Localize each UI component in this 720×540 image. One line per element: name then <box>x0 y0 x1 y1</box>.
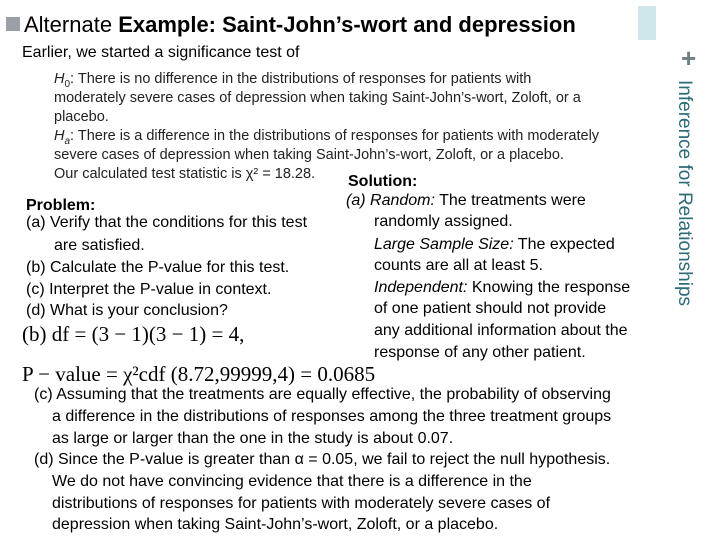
solution-a-label: (a) <box>346 192 366 209</box>
random-text: randomly assigned. <box>374 213 513 230</box>
conclusion-d-line: distributions of responses for patients with moderately severe cases of <box>52 495 551 512</box>
conclusion-d-line: (d) Since the P-value is greater than α = 0.05, we fail to reject the null hypothesis. <box>34 451 611 468</box>
test-statistic-line: Our calculated test statistic is χ² = 18.28. <box>54 166 316 182</box>
problem-a-line: are satisfied. <box>54 237 145 254</box>
intro-text: Earlier, we started a significance test of <box>22 44 300 61</box>
vertical-chapter-title: Inference for Relationships <box>674 80 695 307</box>
h0-line: placebo. <box>54 109 109 125</box>
ha-line: : There is a difference in the distributions of responses for patients with moderately <box>70 128 600 144</box>
h0-line: moderately severe cases of depression when taking Saint-John’s-wort, Zoloft, or a <box>54 90 581 106</box>
ha-line: severe cases of depression when taking Saint-John’s-wort, Zoloft, or a placebo. <box>54 147 564 163</box>
random-text: The treatments were <box>439 192 586 209</box>
h0-subscript: 0 <box>64 78 71 90</box>
slide-title <box>6 12 576 38</box>
solution-independent <box>374 278 630 299</box>
solution-large-sample <box>374 235 615 256</box>
conclusion-d-line: depression when taking Saint-John’s-wort, Zoloft, or a placebo. <box>52 516 499 533</box>
problem-c: (c) Interpret the P-value in context. <box>26 281 272 298</box>
solution-random <box>346 191 586 212</box>
problem-a-line: (a) Verify that the conditions for this test <box>26 214 308 231</box>
h0-line: : There is no difference in the distributions of responses for patients with <box>70 71 532 87</box>
large-sample-label: Large Sample Size: <box>374 236 514 253</box>
accent-bar <box>638 6 656 40</box>
problem-d: (d) What is your conclusion? <box>26 302 228 319</box>
plus-icon: + <box>681 43 697 73</box>
independent-text: response of any other patient. <box>374 344 586 361</box>
independent-text: any additional information about the <box>374 322 628 339</box>
problem-heading: Problem: <box>26 197 96 214</box>
large-sample-text: The expected <box>517 236 615 253</box>
problem-b: (b) Calculate the P-value for this test. <box>26 259 290 276</box>
conclusion-c-line: (c) Assuming that the treatments are equally effective, the probability of observing <box>34 386 611 403</box>
independent-text: of one patient should not provide <box>374 300 607 317</box>
independent-text: Knowing the response <box>471 279 631 296</box>
conclusion-c-line: a difference in the distributions of responses among the three treatment groups <box>52 408 612 425</box>
conclusion-d-line: We do not have convincing evidence that there is a difference in the <box>52 473 532 490</box>
bullet-square-icon <box>6 17 20 31</box>
ha-symbol: H <box>54 128 65 144</box>
h0-symbol: H <box>54 71 65 87</box>
conclusion-c-line: as large or larger than the one in the study is about 0.07. <box>52 430 454 447</box>
bullet-label: Alternate <box>24 12 113 37</box>
df-formula: (b) df = (3 − 1)(3 − 1) = 4, <box>22 322 245 346</box>
independent-label: Independent: <box>374 279 468 296</box>
solution-heading: Solution: <box>348 173 418 190</box>
hypotheses-block <box>54 70 599 184</box>
ha-subscript: a <box>64 135 71 147</box>
slide-title-text: Example: Saint-John’s-wort and depression <box>118 12 576 37</box>
pvalue-formula: P − value = χ²cdf (8.72,99999,4) = 0.0685 <box>22 362 376 386</box>
large-sample-text: counts are all at least 5. <box>374 257 543 274</box>
random-label: Random: <box>370 192 435 209</box>
